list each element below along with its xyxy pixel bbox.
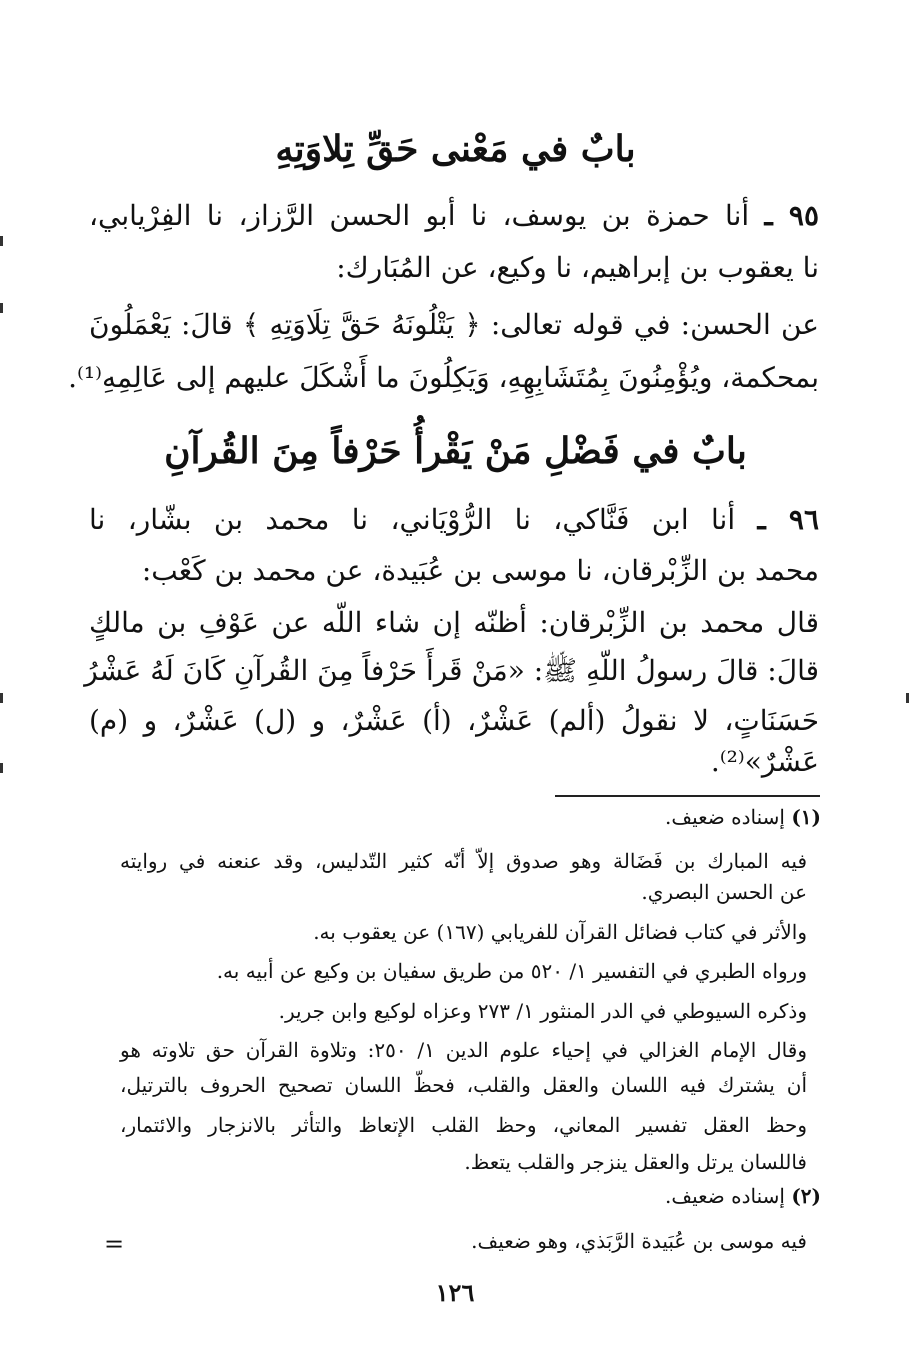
- footnote-1-text-1: إسناده ضعيف.: [665, 805, 785, 829]
- footnote-1-line-4: والأثر في كتاب فضائل القرآن للفريابي (١٦٧) عن يعقوب به.: [313, 920, 807, 944]
- footnote-1-line-9: وحظ العقل تفسير المعاني، وحظ القلب الإتعاظ والتأثر بالانزجار والائتمار،: [120, 1113, 807, 1137]
- hadith-95-number: ٩٥ ـ: [764, 199, 819, 232]
- hadith-96-line-1: [89, 500, 819, 540]
- hadith-95-line-2: نا يعقوب بن إبراهيم، نا وكيع، عن المُبَارك:: [336, 251, 819, 284]
- margin-tick: [0, 693, 3, 703]
- footnote-1-line-8: أن يشترك فيه اللسان والعقل والقلب، فحظّ اللسان تصحيح الحروف بالترتيل،: [120, 1073, 808, 1097]
- margin-tick: [0, 763, 3, 773]
- margin-tick: [0, 303, 3, 313]
- footnote-1-line-10: فاللسان يرتل والعقل ينزجر والقلب يتعظ.: [464, 1150, 807, 1174]
- hadith-96-line-3: قال محمد بن الزِّبْرقان: أظنّه إن شاء اللّه عن عَوْفِ بن مالكٍ: [89, 606, 819, 639]
- chapter-title-1: بابٌ في مَعْنى حَقِّ تِلاوَتِهِ: [275, 128, 636, 170]
- hadith-95-line-1: [89, 196, 819, 236]
- footnote-2-line-1: [665, 1181, 821, 1211]
- footnote-1-line-5: ورواه الطبري في التفسير ١/ ٥٢٠ من طريق سفيان بن وكيع عن أبيه به.: [216, 959, 807, 983]
- footnote-separator: [555, 795, 820, 797]
- hadith-96-line-4: قالَ: قالَ رسولُ اللّهِ ﷺ: «مَنْ قَرأَ حَرْفاً مِنَ القُرآنِ كَانَ لَهُ عَشْرُ: [84, 654, 819, 687]
- hadith-96-line-5: حَسَنَاتٍ، لا نقولُ (ألم) عَشْرٌ، (أ) عَشْرٌ، و (ل) عَشْرٌ، و (م): [89, 704, 819, 737]
- footnote-1-marker: (١): [791, 805, 821, 829]
- hadith-95-line-1-text: أنا حمزة بن يوسف، نا أبو الحسن الرَّزاز، نا الفِرْيابي،: [89, 199, 750, 232]
- margin-tick: [0, 236, 3, 246]
- footnote-2-text-1: إسناده ضعيف.: [665, 1184, 785, 1208]
- footnote-1-line-1: [665, 802, 821, 832]
- hadith-95-line-4: بمحكمة، ويُؤْمِنُونَ بِمُتَشَابِهِهِ، وَيَكِلُونَ ما أَشْكَلَ عليهم إلى عَالِمِهِ⁽¹⁾.: [68, 361, 819, 394]
- hadith-96-line-6: عَشْرٌ»⁽²⁾.: [710, 745, 819, 778]
- hadith-95-line-3: عن الحسن: في قوله تعالى: ﴿ يَتْلُونَهُ حَقَّ تِلَاوَتِهِ ﴾ قالَ: يَعْمَلُونَ: [89, 308, 819, 341]
- hadith-96-number: ٩٦ ـ: [757, 503, 819, 536]
- footnote-2-line-2: فيه موسى بن عُبَيدة الرَّبَذي، وهو ضعيف.: [471, 1229, 807, 1253]
- footnote-1-line-6: وذكره السيوطي في الدر المنثور ١/ ٢٧٣ وعزاه لوكيع وابن جرير.: [278, 999, 807, 1023]
- chapter-title-2: بابٌ في فَضْلِ مَنْ يَقْرأُ حَرْفاً مِنَ القُرآنِ: [164, 430, 747, 472]
- footnote-2-marker: (٢): [791, 1184, 821, 1208]
- page-number: ١٢٦: [435, 1278, 475, 1307]
- margin-equals-mark: =: [104, 1230, 125, 1258]
- hadith-96-line-1-text: أنا ابن فَنَّاكي، نا الرُّوْيَاني، نا محمد بن بشّار، نا: [89, 503, 736, 536]
- margin-tick: [906, 693, 909, 703]
- footnote-1-line-2: فيه المبارك بن فَضَالة وهو صدوق إلاّ أنّه كثير التّدليس، وقد عنعنه في روايته: [120, 849, 807, 873]
- footnote-1-line-3: عن الحسن البصري.: [641, 880, 807, 904]
- hadith-96-line-2: محمد بن الزِّبْرقان، نا موسى بن عُبَيدة، عن محمد بن كَعْب:: [141, 554, 819, 587]
- footnote-1-line-7: وقال الإمام الغزالي في إحياء علوم الدين ١/ ٢٥٠: وتلاوة القرآن حق تلاوته هو: [120, 1038, 807, 1062]
